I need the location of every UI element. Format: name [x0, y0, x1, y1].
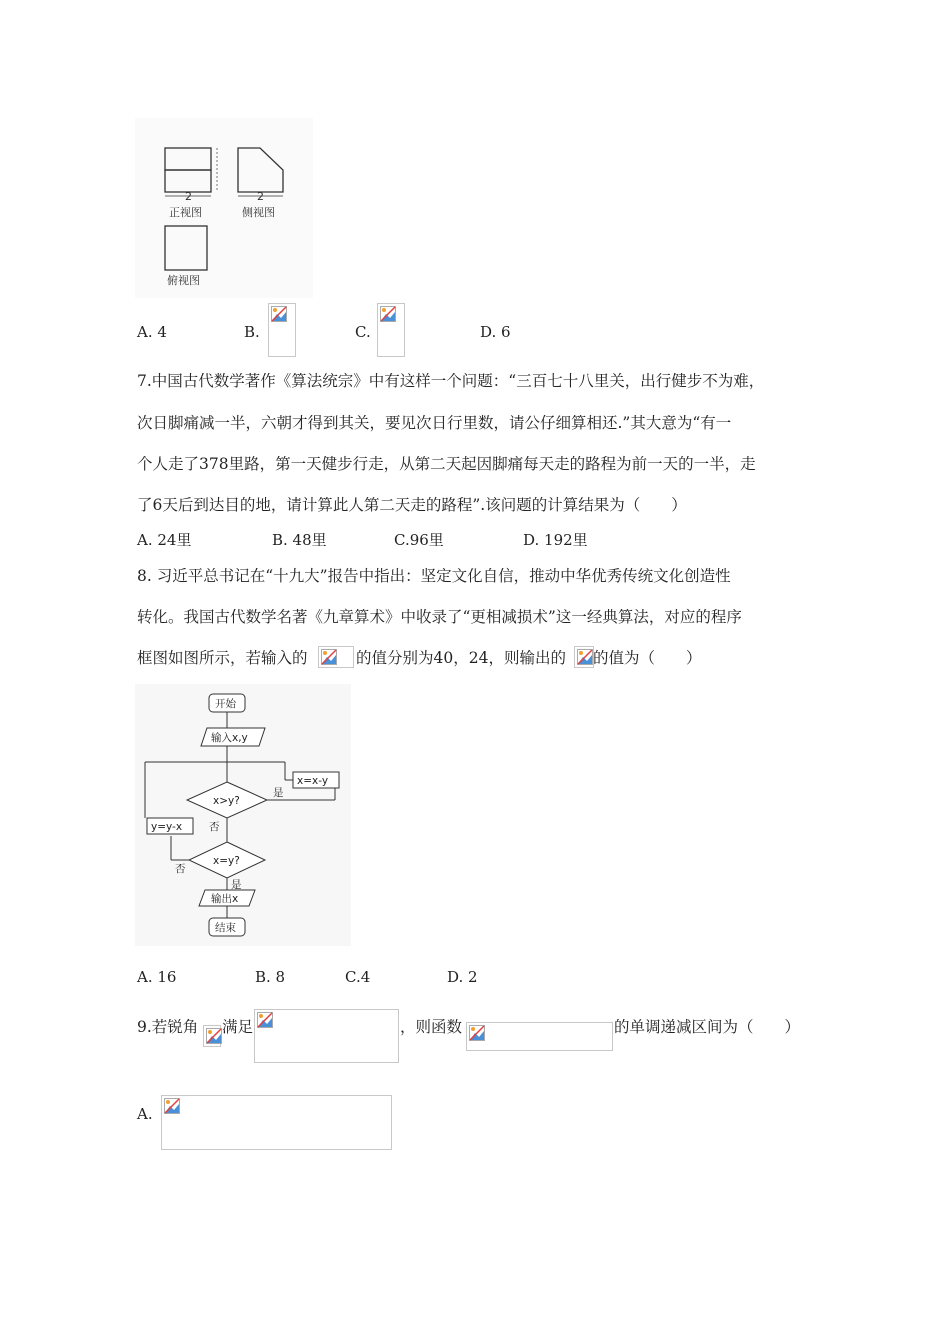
broken-image-icon [380, 306, 396, 322]
q7-line-2: 次日脚痛减一半，六朝才得到其关，要见次日行里数，请公仔细算相还.”其大意为“有一 [137, 414, 732, 432]
q8-line-3-b: 的值分别为40，24，则输出的 [356, 649, 566, 667]
front-view-label: 正视图 [169, 206, 202, 219]
broken-image-icon [577, 649, 593, 665]
broken-image [466, 1022, 613, 1051]
q6-option-b: B. [244, 323, 260, 341]
q8-line-3-c: 的值为（ ） [593, 649, 702, 667]
flowchart-cond2-label: x=y? [213, 855, 240, 867]
q7-line-3: 个人走了378里路，第一天健步行走，从第二天起因脚痛每天走的路程为前一天的一半，走 [137, 455, 756, 473]
broken-image-icon [271, 306, 287, 322]
flowchart-yes2-label: 是 [231, 879, 242, 891]
flowchart-op-y-label: y=y-x [151, 821, 183, 833]
broken-image-icon [469, 1025, 485, 1041]
q7-option-b: B. 48里 [272, 531, 327, 549]
flowchart-input-label: 输入x,y [211, 732, 248, 744]
q9-mid-1: 满足 [222, 1018, 254, 1036]
q6-option-c: C. [355, 323, 371, 341]
broken-image [574, 646, 594, 668]
flowchart-start-label: 开始 [215, 698, 236, 710]
q8-line-2: 转化。我国古代数学名著《九章算术》中收录了“更相减损术”这一经典算法，对应的程序 [137, 608, 742, 626]
top-view-label: 俯视图 [167, 274, 200, 287]
q8-option-c: C.4 [345, 968, 371, 986]
broken-image-icon [206, 1028, 222, 1044]
q8-option-d: D. 2 [447, 968, 478, 986]
flowchart [135, 684, 351, 946]
broken-image-icon [164, 1098, 180, 1114]
broken-image [254, 1009, 399, 1063]
q9-prefix: 9.若锐角 [137, 1018, 199, 1036]
q6-option-a: A. 4 [137, 323, 167, 341]
broken-image-icon [321, 649, 337, 665]
broken-image [377, 303, 405, 357]
side-dim-label: 2 [257, 190, 264, 203]
q7-option-d: D. 192里 [523, 531, 588, 549]
flowchart-cond1-label: x>y? [213, 795, 240, 807]
q8-option-a: A. 16 [137, 968, 177, 986]
flowchart-output-label: 输出x [211, 893, 239, 905]
q7-line-1: 7.中国古代数学著作《算法统宗》中有这样一个问题：“三百七十八里关，出行健步不为难， [137, 372, 765, 390]
flowchart-yes1-label: 是 [273, 787, 284, 799]
q6-option-d: D. 6 [480, 323, 511, 341]
q9-mid-2: ，则函数 [400, 1018, 463, 1036]
q7-line-4: 了6天后到达目的地，请计算此人第二天走的路程”.该问题的计算结果为（ ） [137, 496, 687, 514]
broken-image-icon [257, 1012, 273, 1028]
three-view-figure [135, 118, 313, 298]
broken-image [268, 303, 296, 357]
q9-option-a: A. [137, 1105, 153, 1123]
flowchart-op-x-label: x=x-y [297, 775, 329, 787]
flowchart-no2-label: 否 [175, 863, 186, 875]
broken-image [318, 646, 354, 668]
q7-option-a: A. 24里 [137, 531, 192, 549]
q8-option-b: B. 8 [255, 968, 286, 986]
front-dim-label: 2 [185, 190, 192, 203]
q9-suffix: 的单调递减区间为（ ） [614, 1018, 801, 1036]
flowchart-end-label: 结束 [215, 922, 236, 934]
q8-line-3-a: 框图如图所示，若输入的 [137, 649, 308, 667]
side-view-label: 侧视图 [242, 206, 275, 219]
q8-line-1: 8. 习近平总书记在“十九大”报告中指出：坚定文化自信，推动中华优秀传统文化创造性 [137, 567, 731, 585]
broken-image [203, 1025, 221, 1047]
q7-option-c: C.96里 [394, 531, 444, 549]
broken-image [161, 1095, 392, 1150]
flowchart-no1-label: 否 [209, 821, 220, 833]
